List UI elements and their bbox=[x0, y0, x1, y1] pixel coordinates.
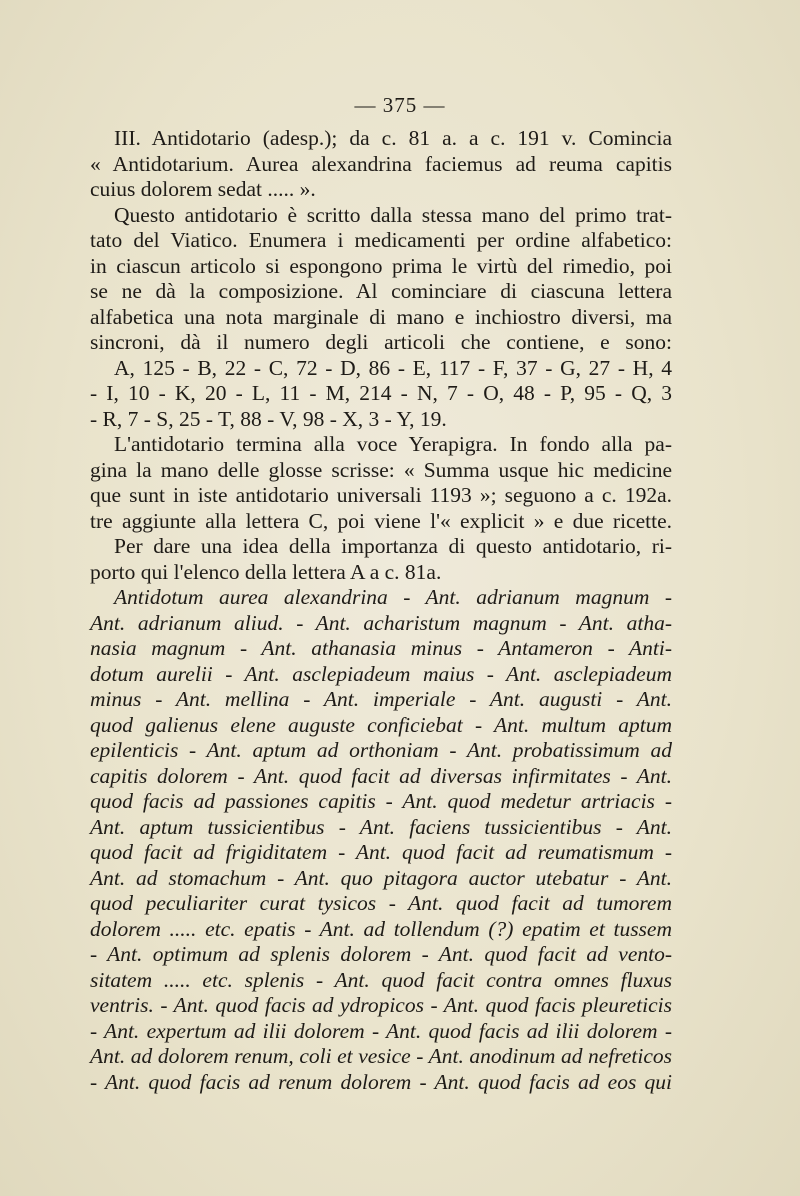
text-line: porto qui l'elenco della lettera A a c. 81a. bbox=[90, 559, 442, 584]
text-line: se ne dà la composizione. Al cominciare di ciascuna lettera bbox=[90, 279, 672, 303]
text-line: epilenticis - Ant. aptum ad orthoniam - Ant. probatissimum ad bbox=[90, 738, 672, 762]
text-line: III. Antidotario (adesp.); da c. 81 a. a c. 191 v. Comincia bbox=[114, 126, 672, 150]
text-line: sincroni, dà il numero degli articoli che contiene, e sono: bbox=[90, 330, 672, 354]
text-line: Ant. ad dolorem renum, coli et vesice - Ant. anodinum ad nefreticos bbox=[90, 1044, 672, 1068]
text-line: in ciascun articolo si espongono prima le virtù del rimedio, poi bbox=[90, 253, 672, 278]
text-line: L'antidotario termina alla voce Yerapigra. In fondo alla pa- bbox=[114, 432, 672, 456]
text-line: alfabetica una nota marginale di mano e inchiostro diversi, ma bbox=[90, 304, 672, 329]
text-line: - Ant. expertum ad ilii dolorem - Ant. quod facis ad ilii dolorem - bbox=[90, 1018, 672, 1043]
text-line: A, 125 - B, 22 - C, 72 - D, 86 - E, 117 - F, 37 - G, 27 - H, 4 bbox=[114, 355, 672, 380]
text-line: Ant. ad stomachum - Ant. quo pitagora auctor utebatur - Ant. bbox=[90, 865, 672, 890]
text-line: dotum aurelii - Ant. asclepiadeum maius - Ant. asclepiadeum bbox=[90, 661, 672, 686]
text-line: ventris. - Ant. quod facis ad ydropicos - Ant. quod facis pleureticis bbox=[90, 993, 672, 1017]
text-line: capitis dolorem - Ant. quod facit ad diversas infirmitates - Ant. bbox=[90, 763, 672, 788]
text-line: minus - Ant. mellina - Ant. imperiale - Ant. augusti - Ant. bbox=[90, 687, 672, 711]
text-line: tre aggiunte alla lettera C, poi viene l'« explicit » e due ricette. bbox=[90, 508, 672, 533]
text-line: quod peculiariter curat tysicos - Ant. quod facit ad tumorem bbox=[90, 891, 672, 915]
text-line: Ant. adrianum aliud. - Ant. acharistum magnum - Ant. atha- bbox=[90, 610, 672, 635]
body-text bbox=[90, 126, 672, 1095]
text-line: sitatem ..... etc. splenis - Ant. quod facit contra omnes fluxus bbox=[90, 967, 672, 992]
text-line: Antidotum aurea alexandrina - Ant. adrianum magnum - bbox=[114, 585, 672, 609]
text-line: dolorem ..... etc. epatis - Ant. ad tollendum (?) epatim et tussem bbox=[90, 916, 672, 941]
text-line: - Ant. optimum ad splenis dolorem - Ant. quod facit ad vento- bbox=[90, 942, 672, 966]
text-line: - Ant. quod facis ad renum dolorem - Ant. quod facis ad eos qui bbox=[90, 1069, 672, 1094]
text-line: - I, 10 - K, 20 - L, 11 - M, 214 - N, 7 - O, 48 - P, 95 - Q, 3 bbox=[90, 381, 672, 405]
text-line: « Antidotarium. Aurea alexandrina faciemus ad reuma capitis bbox=[90, 151, 672, 176]
text-line: nasia magnum - Ant. athanasia minus - Antameron - Anti- bbox=[90, 636, 672, 660]
text-line: Ant. aptum tussicientibus - Ant. faciens tussicientibus - Ant. bbox=[90, 814, 672, 839]
text-line: quod facis ad passiones capitis - Ant. quod medetur artriacis - bbox=[90, 789, 672, 813]
text-line: - R, 7 - S, 25 - T, 88 - V, 98 - X, 3 - Y, 19. bbox=[90, 406, 447, 431]
text-line: que sunt in iste antidotario universali 1193 »; seguono a c. 192a. bbox=[90, 483, 672, 507]
text-line: Questo antidotario è scritto dalla stessa mano del primo trat- bbox=[114, 202, 672, 227]
text-line: quod facit ad frigiditatem - Ant. quod facit ad reumatismum - bbox=[90, 840, 672, 864]
text-line: cuius dolorem sedat ..... ». bbox=[90, 177, 316, 201]
text-line: Per dare una idea della importanza di questo antidotario, ri- bbox=[114, 534, 672, 558]
page-number: — 375 — bbox=[354, 93, 446, 117]
text-line: quod galienus elene auguste conficiebat - Ant. multum aptum bbox=[90, 712, 672, 737]
text-line: tato del Viatico. Enumera i medicamenti per ordine alfabetico: bbox=[90, 228, 672, 252]
text-line: gina la mano delle glosse scrisse: « Summa usque hic medicine bbox=[90, 457, 672, 482]
